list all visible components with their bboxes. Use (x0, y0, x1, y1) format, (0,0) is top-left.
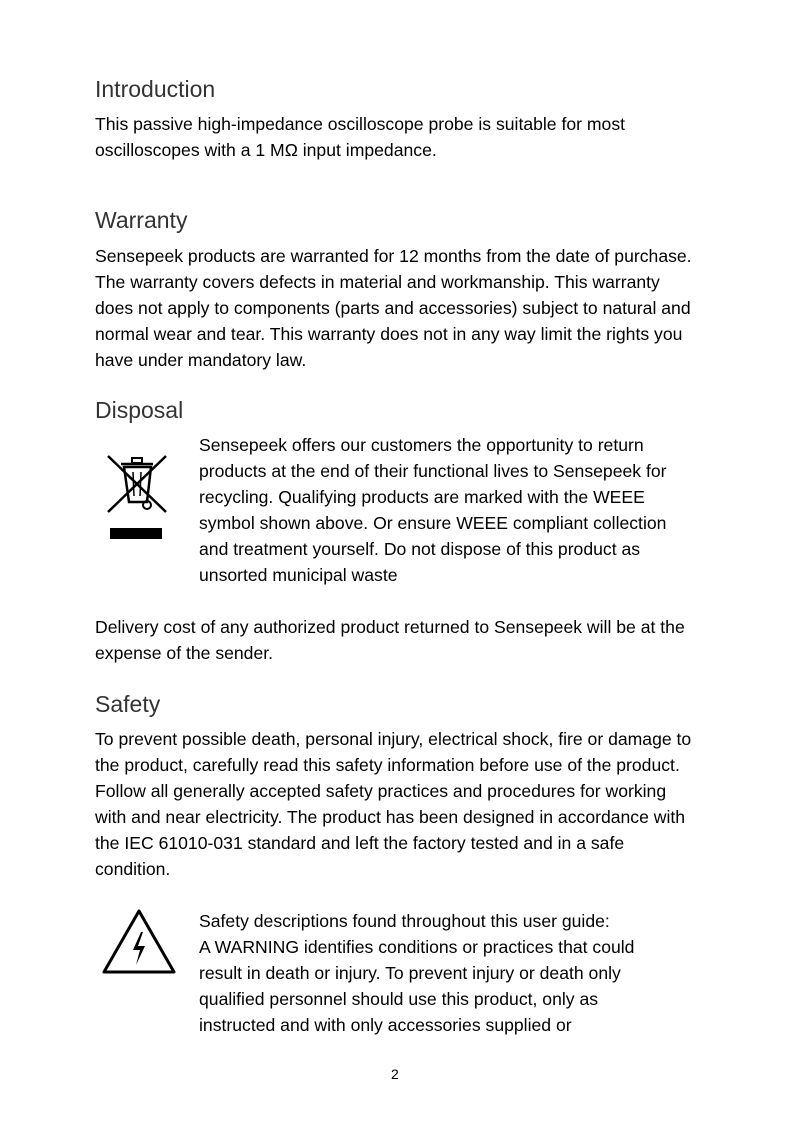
safety-heading: Safety (95, 691, 161, 717)
weee-bin-icon (104, 450, 170, 542)
warning-text: A WARNING identifies conditions or practices that could result in death or injury. To prevent injury or death only qualified personnel should use this product, only as instructed and with only accessories supplied or (199, 937, 635, 1035)
safety-text: To prevent possible death, personal injury, electrical shock, fire or damage to the product, carefully read this safety information before use of the product. Follow all generally accepted safety practices and procedures for working with and near electricity. The product has been designed in accordance with the IEC 61010-031 standard and left the factory tested and in a safe condition. (95, 729, 692, 879)
page-number: 2 (391, 1066, 399, 1082)
high-voltage-warning-icon (101, 908, 177, 976)
disposal-text: Sensepeek offers our customers the opportunity to return products at the end of their functional lives to Sensepeek for recycling. Qualifying products are marked with the WEEE symbol shown above. Or ensure WEEE compliant collection and treatment yourself. Do not dispose of this product as unsorted municipal waste (199, 435, 667, 585)
warranty-text: Sensepeek products are warranted for 12 months from the date of purchase. The warranty covers defects in material and workmanship. This warranty does not apply to components (parts and accessories) subject to natural and normal wear and tear. This warranty does not in any way limit the rights you have under mandatory law. (95, 246, 692, 370)
introduction-text: This passive high-impedance oscilloscope probe is suitable for most oscilloscopes with a 1 MΩ input impedance. (95, 114, 626, 160)
safety-descriptions-intro: Safety descriptions found throughout this user guide: (199, 911, 610, 931)
disposal-heading: Disposal (95, 397, 184, 423)
warranty-heading: Warranty (95, 207, 188, 233)
introduction-heading: Introduction (95, 76, 216, 102)
delivery-text: Delivery cost of any authorized product returned to Sensepeek will be at the expense of the sender. (95, 617, 685, 663)
